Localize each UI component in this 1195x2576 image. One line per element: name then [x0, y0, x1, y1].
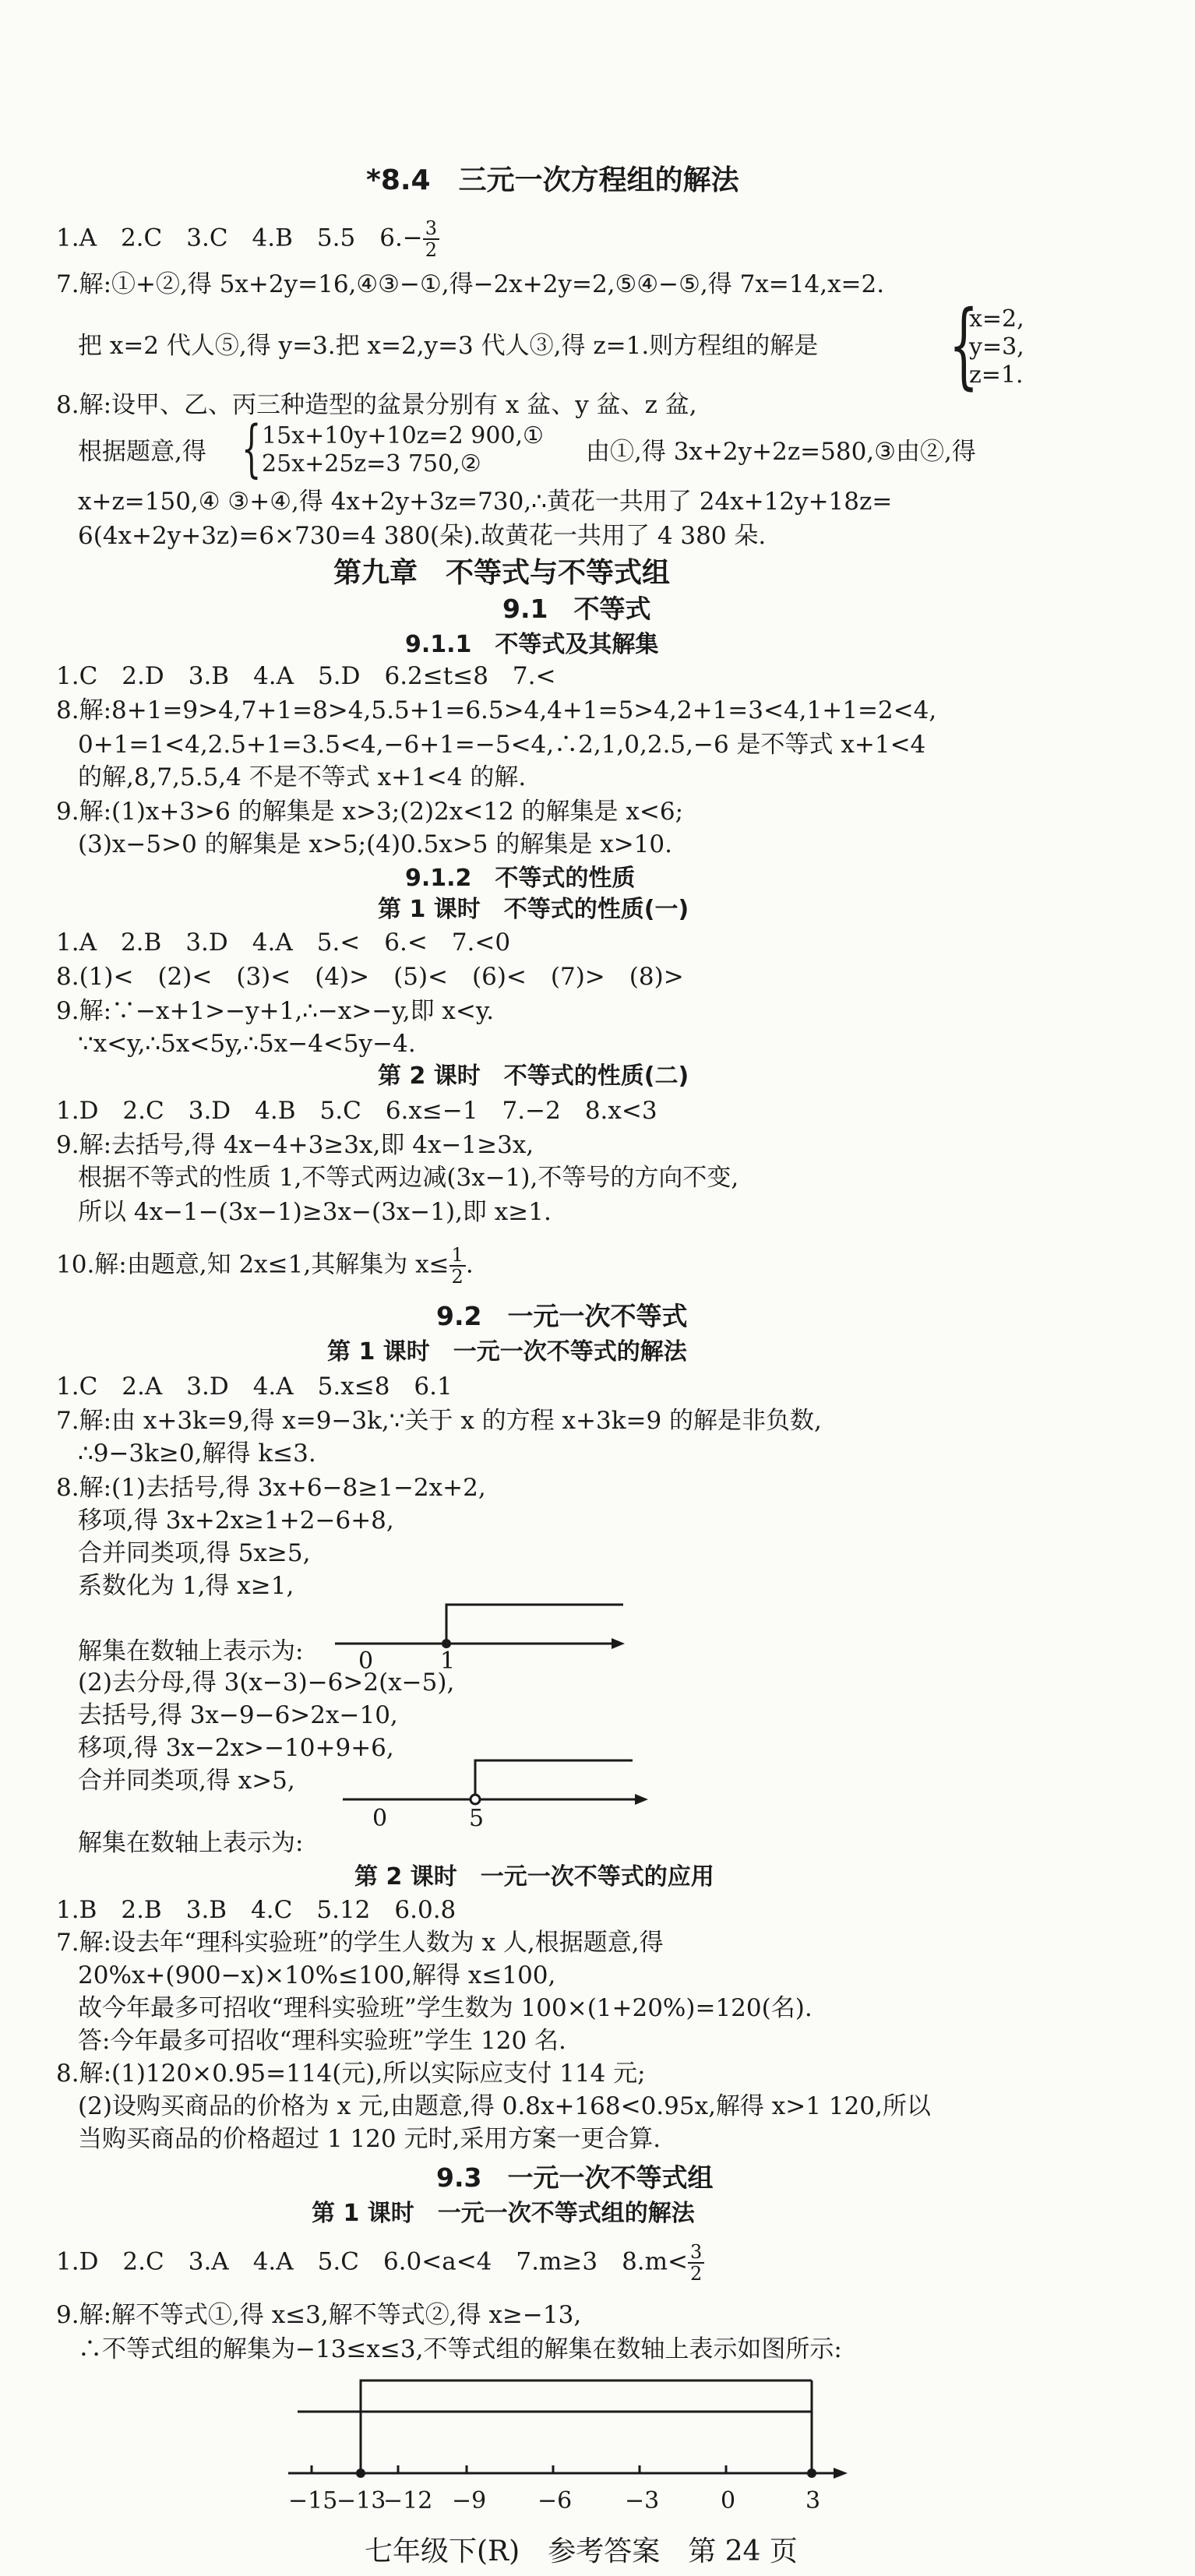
number-line-1: [335, 1589, 631, 1675]
solid-point: [807, 2469, 816, 2478]
brace-symbol: {: [241, 412, 262, 485]
answer-line: 9.解:去括号,得 4x−4+3≥3x,即 4x−1≥3x,: [56, 1131, 534, 1159]
answer-line: ∵x<y,∴5x<5y,∴5x−4<5y−4.: [78, 1030, 416, 1058]
answer-line: 20%x+(900−x)×10%≤100,解得 x≤100,: [78, 1961, 556, 1989]
tick-label: 1: [440, 1647, 456, 1675]
tick-label: −3: [625, 2487, 660, 2514]
answer-line: 1.C 2.D 3.B 4.A 5.D 6.2≤t≤8 7.<: [56, 662, 556, 690]
answer-line: 移项,得 3x−2x>−10+9+6,: [78, 1734, 394, 1762]
answer-line: 根据题意,得: [78, 438, 206, 466]
answer-line: 6(4x+2y+3z)=6×730=4 380(朵).故黄花一共用了 4 380 朵.: [78, 522, 767, 550]
answer-line: 7.解:①+②,得 5x+2y=16,④③−①,得−2x+2y=2,⑤④−⑤,得 7x=14,x=2.: [56, 270, 885, 298]
answer-line: 8.(1)< (2)< (3)< (4)> (5)< (6)< (7)> (8)>: [56, 963, 684, 991]
answer-line: 8.解:8+1=9>4,7+1=8>4,5.5+1=6.5>4,4+1=5>4,2+1=3<4,1+1=2<4,: [56, 696, 937, 724]
answer-line: (2)设购买商品的价格为 x 元,由题意,得 0.8x+168<0.95x,解得 x>1 120,所以: [78, 2092, 931, 2120]
answer-line: ∴不等式组的解集为−13≤x≤3,不等式组的解集在数轴上表示如图所示:: [78, 2335, 842, 2363]
answer-line: 7.解:设去年“理科实验班”的学生人数为 x 人,根据题意,得: [56, 1929, 664, 1957]
tick-label: −12: [383, 2487, 433, 2514]
answer-line: 合并同类项,得 x>5,: [78, 1767, 295, 1795]
answer-line: 9.解:(1)x+3>6 的解集是 x>3;(2)2x<12 的解集是 x<6;: [56, 798, 684, 826]
answer-line: 由①,得 3x+2y+2z=580,③由②,得: [586, 438, 976, 466]
answer-line: 1.D 2.C 3.D 4.B 5.C 6.x≤−1 7.−2 8.x<3: [56, 1097, 657, 1125]
answer-line: 答:今年最多可招收“理科实验班”学生 120 名.: [78, 2027, 566, 2055]
answer-line: 当购买商品的价格超过 1 120 元时,采用方案一更合算.: [78, 2125, 661, 2153]
answer-line: (2)去分母,得 3(x−3)−6>2(x−5),: [78, 1669, 455, 1697]
section-title-9-1: 9.1 不等式: [502, 594, 651, 624]
answer-page: *8.4 三元一次方程组的解法 1.A 2.C 3.C 4.B 5.5 6.− $\frac{3}{2}$ 7.解:①+②,得 5x+2y=16,④③−①,得−2x+2y=2,⑤④−⑤,得 7x=14,x=2. 把 x=2 代人⑤,得 y=3.把 x=2,y=3 代人③,得 z=1.则方程组的解是 { x=2, y=3, z=1. 8.解:设甲、乙、丙三种造型的盆景分别有 x 盆、y 盆、z 盆, 根据题意,得 { 15x+10y+10z=2 900,① 25x+25z=3 750,② 由①,得 3x+2y+2z=580,③由②,得 x+z=150,④ ③+④,得 4x+2y+3z=730,∴黄花一共用了 24x+12y+18z= 6(4x+2y+3z)=6×730=4 380(朵).故黄花一共用了 4 380 朵. 第九章 不等式与不等式组 9.1 不等式 9.1.1 不等式及其解集 1.C 2.D 3.B 4.A 5.D 6.2≤t≤8 7.< 8.解:8+1=9>4,7+1=8>4,5.5+1=6.5>4,4+1=5>4,2+1=3<4,1+1=2<4, 0+1=1<4,2.5+1=3.5<4,−6+1=−5<4,∴2,1,0,2.5,−6 是不等式 x+1<4 的解,8,7,5.5,4 不是不等式 x+1<4 的解. 9.解:(1)x+3>6 的解集是 x>3;(2)2x<12 的解集是 x<6; (3)x−5>0 的解集是 x>5;(4)0.5x>5 的解集是 x>10. 9.1.2 不等式的性质 第 1 课时 不等式的性质(一) 1.A 2.B 3.D 4.A 5.< 6.< 7.<0 8.(1)< (2)< (3)< (4)> (5)< (6)< (7)> (8)> 9.解:∵−x+1>−y+1,∴−x>−y,即 x<y. ∵x<y,∴5x<5y,∴5x−4<5y−4. 第 2 课时 不等式的性质(二) 1.D 2.C 3.D 4.B 5.C 6.x≤−1 7.−2 8.x<3 9.解:去括号,得 4x−4+3≥3x,即 4x−1≥3x, 根据不等式的性质 1,不等式两边减(3x−1),不等号的方向不变, 所以 4x−1−(3x−1)≥3x−(3x−1),即 x≥1. 10.解:由题意,知 2x≤1,其解集为 x≤ $\frac{1}{2}$ . 9.2 一元一次不等式 第 1 课时 一元一次不等式的解法 1.C 2.A 3.D 4.A 5.x≤8 6.1 7.解:由 x+3k=9,得 x=9−3k,∵关于 x 的方程 x+3k=9 的解是非负数, ∴9−3k≥0,解得 k≤3. 8.解:(1)去括号,得 3x+6−8≥1−2x+2, 移项,得 3x+2x≥1+2−6+8, 合并同类项,得 5x≥5, 系数化为 1,得 x≥1, 解集在数轴上表示为: 0 1 (2)去分母,得 3(x−3)−6>2(x−5), 去括号,得 3x−9−6>2x−10, 移项,得 3x−2x>−10+9+6, 合并同类项,得 x>5, 解集在数轴上表示为: 0 5 第 2 课时 一元一次不等式的应用 1.B 2.B 3.B 4.C 5.12 6.0.8 7.解:设去年“理科实验班”的学生人数为 x 人,根据题意,得 20%x+(900−x)×10%≤100,解得 x≤100, 故今年最多可招收“理科实验班”学生数为 100×(1+20%)=120(名). 答:今年最多可招收“理科实验班”学生 120 名. 8.解:(1)120×0.95=114(元),所以实际应支付 114 元; (2)设购买商品的价格为 x 元,由题意,得 0.8x+168<0.95x,解得 x>1 120,所以 当购买商品的价格超过 1 120 元时,采用方案一更合算. 9.3 一元一次不等式组 第 1 课时 一元一次不等式组的解法 1.D 2.C 3.A 4.A 5.C 6.0<a<4 7.m≥3 8.m< $\frac{3}{2}$ 9.解:解不等式①,得 x≤3,解不等式②,得 x≥−13, ∴不等式组的解集为−13≤x≤3,不等式组的解集在数轴上表示如图所示: −15 −13 −12 −9 −6 −3 0 3 七年级下(R) 参考答案 第 24 页: [56, 164, 1024, 2567]
lesson-title: 第 1 课时 一元一次不等式组的解法: [312, 2200, 695, 2227]
number-line-2: [343, 1729, 654, 1831]
fraction: $\frac{3}{2}$: [688, 2242, 704, 2284]
answer-line: (3)x−5>0 的解集是 x>5;(4)0.5x>5 的解集是 x>10.: [78, 830, 672, 858]
subsection-title-9-1-2: 9.1.2 不等式的性质: [405, 865, 636, 892]
answer-line: 移项,得 3x+2x≥1+2−6+8,: [78, 1506, 394, 1535]
answer-line: 1.B 2.B 3.B 4.C 5.12 6.0.8: [56, 1896, 456, 1924]
open-point: [471, 1795, 480, 1804]
lesson-title: 第 2 课时 一元一次不等式的应用: [354, 1863, 714, 1891]
answer-line: 系数化为 1,得 x≥1,: [78, 1572, 294, 1600]
solution-range: [446, 1605, 623, 1644]
answer-line: 根据不等式的性质 1,不等式两边减(3x−1),不等号的方向不变,: [78, 1164, 739, 1192]
tick-label: 3: [805, 2487, 821, 2514]
tick-label: −9: [452, 2487, 487, 2514]
tick-label: −6: [538, 2487, 573, 2514]
answer-line: 0+1=1<4,2.5+1=3.5<4,−6+1=−5<4,∴2,1,0,2.5,−6 是不等式 x+1<4: [78, 731, 926, 759]
answer-line: 9.解:解不等式①,得 x≤3,解不等式②,得 x≥−13,: [56, 2301, 582, 2329]
answer-line: 把 x=2 代人⑤,得 y=3.把 x=2,y=3 代人③,得 z=1.则方程组的解是: [78, 332, 819, 360]
answer-line: 9.解:∵−x+1>−y+1,∴−x>−y,即 x<y.: [56, 997, 495, 1025]
lesson-title: 第 1 课时 不等式的性质(一): [378, 896, 689, 923]
subsection-title-9-1-1: 9.1.1 不等式及其解集: [405, 631, 659, 658]
answer-line: 故今年最多可招收“理科实验班”学生数为 100×(1+20%)=120(名).: [78, 1994, 813, 2022]
axis-arrow: [612, 1638, 625, 1649]
tick-label: 5: [469, 1805, 485, 1831]
axis-arrow: [635, 1794, 648, 1805]
tick-label: 0: [358, 1647, 374, 1675]
solid-point: [356, 2469, 365, 2478]
solution-range: [475, 1760, 633, 1795]
brace-symbol: {: [949, 291, 979, 400]
answer-line: 解集在数轴上表示为:: [78, 1829, 304, 1857]
range-x-ge-minus-13: [361, 2380, 812, 2473]
tick-label: 0: [721, 2487, 736, 2514]
tick-label: −15: [288, 2487, 338, 2514]
lesson-title: 第 1 课时 一元一次不等式的解法: [327, 1338, 687, 1366]
section-title-9-3: 9.3 一元一次不等式组: [436, 2162, 714, 2193]
answer-line: 合并同类项,得 5x≥5,: [78, 1539, 311, 1567]
answer-line: 1.C 2.A 3.D 4.A 5.x≤8 6.1: [56, 1373, 453, 1401]
fraction: $\frac{3}{2}$: [423, 218, 439, 260]
answer-line: 7.解:由 x+3k=9,得 x=9−3k,∵关于 x 的方程 x+3k=9 的解是非负数,: [56, 1407, 822, 1435]
number-line-3: [288, 2368, 865, 2516]
answer-line: 1.D 2.C 3.A 4.A 5.C 6.0<a<4 7.m≥3 8.m< $\frac{3}{2}$: [56, 2242, 704, 2284]
answer-line: 所以 4x−1−(3x−1)≥3x−(3x−1),即 x≥1.: [78, 1198, 552, 1226]
tick-label: 0: [372, 1805, 388, 1831]
answer-line: 1.A 2.B 3.D 4.A 5.< 6.< 7.<0: [56, 929, 511, 957]
answer-line: 的解,8,7,5.5,4 不是不等式 x+1<4 的解.: [78, 763, 527, 791]
answer-line: 8.解:(1)120×0.95=114(元),所以实际应支付 114 元;: [56, 2060, 646, 2088]
axis-arrow: [834, 2468, 848, 2479]
page-footer: 七年级下(R) 参考答案 第 24 页: [365, 2535, 798, 2567]
answer-line: 8.解:设甲、乙、丙三种造型的盆景分别有 x 盆、y 盆、z 盆,: [56, 391, 697, 419]
tick-label: −13: [337, 2487, 386, 2514]
section-title-9-2: 9.2 一元一次不等式: [436, 1301, 688, 1331]
chapter-title-9: 第九章 不等式与不等式组: [333, 557, 671, 589]
answer-line: 8.解:(1)去括号,得 3x+6−8≥1−2x+2,: [56, 1474, 486, 1502]
answer-line: 1.A 2.C 3.C 4.B 5.5 6.− $\frac{3}{2}$: [56, 218, 439, 260]
answer-line: 解集在数轴上表示为:: [78, 1637, 304, 1665]
answer-line: x+z=150,④ ③+④,得 4x+2y+3z=730,∴黄花一共用了 24x+12y+18z=: [78, 488, 893, 516]
answer-line: ∴9−3k≥0,解得 k≤3.: [78, 1440, 316, 1468]
lesson-title: 第 2 课时 不等式的性质(二): [378, 1062, 689, 1090]
answer-line: 10.解:由题意,知 2x≤1,其解集为 x≤ $\frac{1}{2}$ .: [56, 1244, 474, 1288]
section-title-8-4: *8.4 三元一次方程组的解法: [366, 164, 739, 196]
fraction: $\frac{1}{2}$: [449, 1245, 466, 1287]
answer-line: 去括号,得 3x−9−6>2x−10,: [78, 1701, 398, 1729]
